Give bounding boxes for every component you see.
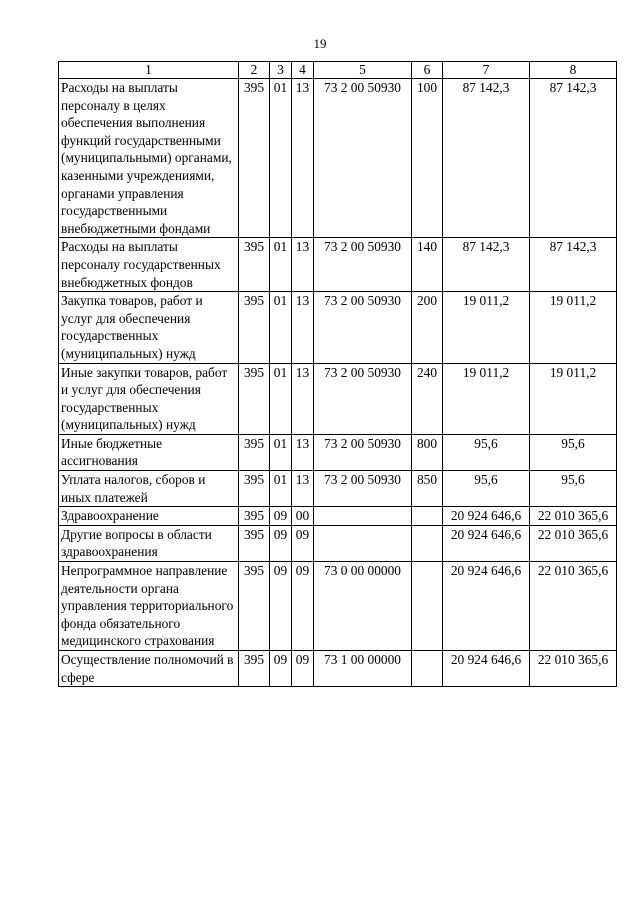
row-expense-type: 850 bbox=[412, 471, 443, 507]
table-row bbox=[59, 507, 617, 526]
row-target-code: 73 1 00 00000 bbox=[314, 651, 412, 687]
row-name: Здравоохранение bbox=[59, 507, 239, 526]
row-expense-type bbox=[412, 562, 443, 651]
row-amount-7: 20 924 646,6 bbox=[443, 525, 530, 561]
row-section: 09 bbox=[270, 507, 292, 526]
row-target-code: 73 2 00 50930 bbox=[314, 292, 412, 363]
row-admin-code: 395 bbox=[239, 238, 270, 292]
table-row bbox=[59, 292, 617, 363]
page-number: 19 bbox=[313, 36, 327, 51]
row-admin-code: 395 bbox=[239, 651, 270, 687]
row-amount-8: 22 010 365,6 bbox=[530, 562, 617, 651]
row-section: 01 bbox=[270, 292, 292, 363]
row-name: Уплата налогов, сборов и иных платежей bbox=[59, 471, 239, 507]
header-col-5: 5 bbox=[314, 62, 412, 79]
row-admin-code: 395 bbox=[239, 507, 270, 526]
row-target-code: 73 2 00 50930 bbox=[314, 471, 412, 507]
row-target-code: 73 2 00 50930 bbox=[314, 238, 412, 292]
table-row bbox=[59, 79, 617, 238]
header-col-8: 8 bbox=[530, 62, 617, 79]
row-subsection: 13 bbox=[292, 471, 314, 507]
table-row bbox=[59, 525, 617, 561]
row-admin-code: 395 bbox=[239, 79, 270, 238]
row-expense-type bbox=[412, 507, 443, 526]
row-name: Иные бюджетные ассигнования bbox=[59, 434, 239, 470]
row-target-code bbox=[314, 507, 412, 526]
header-col-7: 7 bbox=[443, 62, 530, 79]
table-row bbox=[59, 238, 617, 292]
header-col-3: 3 bbox=[270, 62, 292, 79]
row-expense-type: 800 bbox=[412, 434, 443, 470]
row-admin-code: 395 bbox=[239, 363, 270, 434]
header-col-1: 1 bbox=[59, 62, 239, 79]
row-name: Иные закупки товаров, работ и услуг для обеспечения государственных (муниципальных) нужд bbox=[59, 363, 239, 434]
row-admin-code: 395 bbox=[239, 434, 270, 470]
row-subsection: 09 bbox=[292, 562, 314, 651]
row-section: 09 bbox=[270, 562, 292, 651]
row-amount-8: 19 011,2 bbox=[530, 292, 617, 363]
row-target-code: 73 2 00 50930 bbox=[314, 363, 412, 434]
row-subsection: 00 bbox=[292, 507, 314, 526]
row-amount-7: 19 011,2 bbox=[443, 363, 530, 434]
row-amount-7: 20 924 646,6 bbox=[443, 651, 530, 687]
row-target-code bbox=[314, 525, 412, 561]
row-target-code: 73 0 00 00000 bbox=[314, 562, 412, 651]
row-section: 09 bbox=[270, 525, 292, 561]
row-expense-type: 200 bbox=[412, 292, 443, 363]
row-section: 01 bbox=[270, 79, 292, 238]
row-amount-8: 22 010 365,6 bbox=[530, 525, 617, 561]
row-subsection: 09 bbox=[292, 525, 314, 561]
row-amount-7: 95,6 bbox=[443, 471, 530, 507]
row-amount-7: 95,6 bbox=[443, 434, 530, 470]
row-admin-code: 395 bbox=[239, 562, 270, 651]
row-expense-type: 100 bbox=[412, 79, 443, 238]
header-col-4: 4 bbox=[292, 62, 314, 79]
row-subsection: 13 bbox=[292, 79, 314, 238]
row-section: 01 bbox=[270, 238, 292, 292]
header-row bbox=[59, 62, 617, 79]
row-name: Другие вопросы в области здравоохранения bbox=[59, 525, 239, 561]
row-expense-type bbox=[412, 525, 443, 561]
row-expense-type bbox=[412, 651, 443, 687]
row-amount-8: 22 010 365,6 bbox=[530, 651, 617, 687]
table-row bbox=[59, 562, 617, 651]
row-subsection: 13 bbox=[292, 434, 314, 470]
header-col-6: 6 bbox=[412, 62, 443, 79]
row-section: 01 bbox=[270, 434, 292, 470]
row-subsection: 09 bbox=[292, 651, 314, 687]
row-amount-8: 95,6 bbox=[530, 434, 617, 470]
row-amount-8: 22 010 365,6 bbox=[530, 507, 617, 526]
row-target-code: 73 2 00 50930 bbox=[314, 79, 412, 238]
row-admin-code: 395 bbox=[239, 471, 270, 507]
row-amount-7: 87 142,3 bbox=[443, 79, 530, 238]
row-name: Расходы на выплаты персоналу в целях обеспечения выполнения функций государственными (муниципальными) органами, казенными учреждениями, органами управления государственными внебюджетными фондами bbox=[59, 79, 239, 238]
row-section: 09 bbox=[270, 651, 292, 687]
row-subsection: 13 bbox=[292, 292, 314, 363]
row-amount-8: 87 142,3 bbox=[530, 79, 617, 238]
row-subsection: 13 bbox=[292, 363, 314, 434]
row-amount-7: 87 142,3 bbox=[443, 238, 530, 292]
row-name: Непрограммное направление деятельности органа управления территориального фонда обязательного медицинского страхования bbox=[59, 562, 239, 651]
row-expense-type: 240 bbox=[412, 363, 443, 434]
row-subsection: 13 bbox=[292, 238, 314, 292]
row-section: 01 bbox=[270, 363, 292, 434]
row-amount-8: 95,6 bbox=[530, 471, 617, 507]
row-amount-8: 19 011,2 bbox=[530, 363, 617, 434]
row-expense-type: 140 bbox=[412, 238, 443, 292]
row-admin-code: 395 bbox=[239, 525, 270, 561]
row-section: 01 bbox=[270, 471, 292, 507]
row-amount-7: 20 924 646,6 bbox=[443, 562, 530, 651]
row-name: Закупка товаров, работ и услуг для обеспечения государственных (муниципальных) нужд bbox=[59, 292, 239, 363]
table-row bbox=[59, 471, 617, 507]
row-amount-8: 87 142,3 bbox=[530, 238, 617, 292]
row-name: Осуществление полномочий в сфере bbox=[59, 651, 239, 687]
table-row bbox=[59, 651, 617, 687]
table-row bbox=[59, 434, 617, 470]
row-admin-code: 395 bbox=[239, 292, 270, 363]
row-target-code: 73 2 00 50930 bbox=[314, 434, 412, 470]
row-amount-7: 20 924 646,6 bbox=[443, 507, 530, 526]
header-col-2: 2 bbox=[239, 62, 270, 79]
table-row bbox=[59, 363, 617, 434]
row-amount-7: 19 011,2 bbox=[443, 292, 530, 363]
row-name: Расходы на выплаты персоналу государственных внебюджетных фондов bbox=[59, 238, 239, 292]
budget-table bbox=[58, 61, 617, 687]
